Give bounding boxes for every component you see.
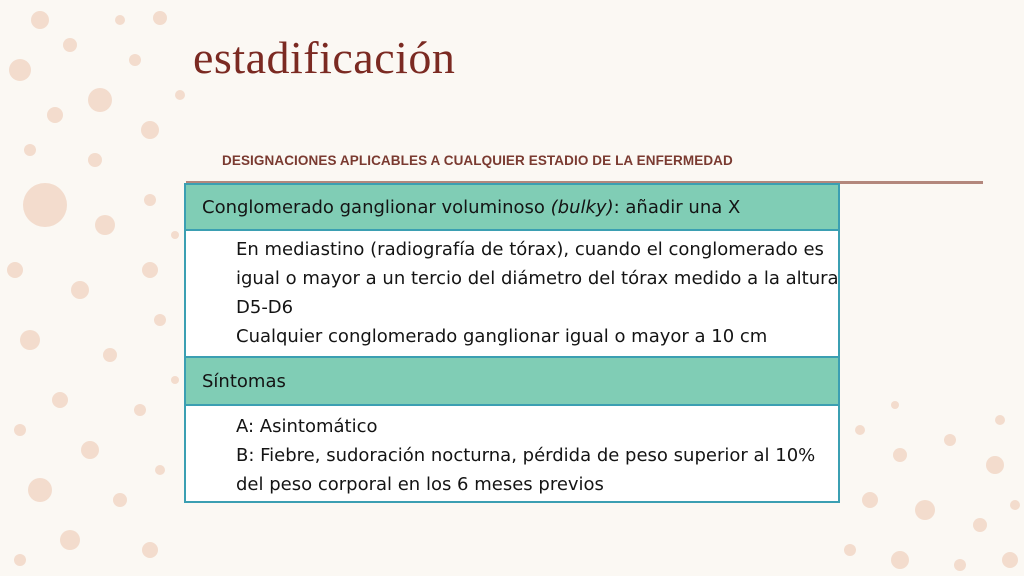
symptoms-line-b: B: Fiebre, sudoración nocturna, pérdida de peso superior al 10% <box>236 445 816 466</box>
bulky-header-row <box>186 185 838 229</box>
symptoms-line-a: A: Asintomático <box>236 416 378 437</box>
slide-title: estadificación <box>193 32 456 83</box>
staging-designations-table <box>184 183 840 503</box>
bulky-line-3: D5-D6 <box>236 297 294 318</box>
bulky-header-part1: Conglomerado ganglionar voluminoso <box>202 196 551 218</box>
symptoms-header-row <box>186 358 838 404</box>
bulky-header-italic: (bulky) <box>550 196 614 218</box>
row-divider <box>186 229 838 231</box>
bulky-header-part2: : añadir una X <box>613 196 741 218</box>
bulky-line-2: igual o mayor a un tercio del diámetro del tórax medido a la altura <box>236 268 839 289</box>
bulky-body-row <box>186 235 838 357</box>
bulky-header-text <box>202 197 740 218</box>
bulky-line-4: Cualquier conglomerado ganglionar igual o mayor a 10 cm <box>236 326 768 347</box>
symptoms-header-text: Síntomas <box>202 370 286 392</box>
symptoms-body-row <box>186 412 838 501</box>
table-caption: DESIGNACIONES APLICABLES A CUALQUIER ESTADIO DE LA ENFERMEDAD <box>222 153 733 168</box>
row-divider <box>186 404 838 406</box>
symptoms-line-b-cont: del peso corporal en los 6 meses previos <box>236 474 604 495</box>
bulky-line-1: En mediastino (radiografía de tórax), cuando el conglomerado es <box>236 239 824 260</box>
